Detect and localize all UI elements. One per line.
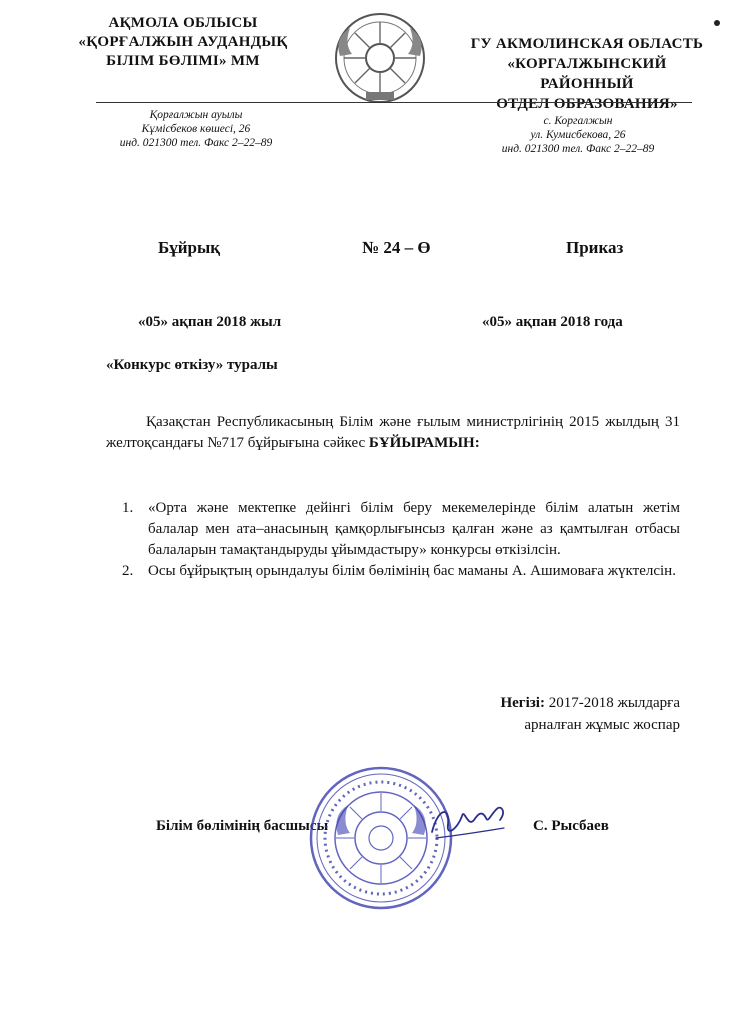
basis-line-2: арналған жұмыс жоспар [524, 717, 680, 733]
date-ru: «05» ақпан 2018 года [482, 314, 623, 330]
list-item-number: 1. [122, 500, 134, 516]
address-left-line: Қорғалжын ауылы [149, 109, 243, 121]
list-item [106, 498, 680, 561]
header-divider [96, 102, 692, 103]
basis-label: Негізі: [500, 695, 545, 711]
list-item-text: Осы бұйрықтың орындалуы білім бөлімінің бас маманы А. Ашимоваға жүктелсін. [148, 563, 676, 579]
handwritten-signature-icon [428, 798, 510, 844]
preamble-paragraph [106, 412, 680, 454]
header-left-line: БІЛІМ БӨЛІМІ» ММ [106, 53, 260, 69]
header-left-line: «ҚОРҒАЛЖЫН АУДАНДЫҚ [78, 34, 288, 50]
basis-line-1: 2017-2018 жылдарға [544, 695, 680, 711]
address-left-line: Кұмісбеков көшесі, 26 [141, 123, 251, 135]
doc-number: № 24 – Ө [362, 238, 431, 257]
basis-block [500, 692, 680, 736]
header-right-line: РАЙОННЫЙ [540, 76, 634, 92]
order-items [106, 498, 680, 582]
preamble-command: БҰЙЫРАМЫН: [368, 435, 480, 451]
date-kz: «05» ақпан 2018 жыл [138, 314, 282, 330]
address-left-line: инд. 021300 тел. Факс 2–22–89 [119, 137, 273, 149]
address-right-line: с. Коргалжын [543, 115, 613, 127]
header-left-org [58, 14, 308, 71]
address-right-line: инд. 021300 тел. Факс 2–22–89 [501, 143, 655, 155]
list-item-number: 2. [122, 563, 134, 579]
address-left [96, 108, 296, 150]
address-right [478, 114, 678, 156]
list-item-text: «Орта және мектепке дейінгі білім беру мекемелерінде білім алатын жетім балалар мен ата–анасының қамқорлығынсыз қалған және аз қамтылған отбасы балаларын тамақтандыруды ұйымдастыру» конкурсы өткізілсін. [148, 500, 680, 558]
signer-name: С. Рысбаев [533, 818, 609, 834]
header-left-line: АҚМОЛА ОБЛЫСЫ [108, 15, 258, 31]
signer-role: Білім бөлімінің басшысы [156, 818, 329, 834]
doc-type-kz: Бұйрық [158, 238, 221, 257]
header-right-line: «КОРГАЛЖЫНСКИЙ [507, 56, 667, 72]
corner-mark [714, 20, 720, 26]
order-subject: «Конкурс өткізу» туралы [106, 357, 278, 373]
kazakhstan-emblem-icon [330, 8, 430, 108]
doc-type-ru: Приказ [566, 238, 624, 257]
preamble-text: Қазақстан Республикасының Білім және ғылым министрлігінің 2015 жылдың 31 желтоқсандағы №717 бұйрығына сәйкес [106, 414, 680, 451]
list-item [106, 561, 680, 582]
header-right-line: ГУ АКМОЛИНСКАЯ ОБЛАСТЬ [470, 36, 704, 52]
header-right-line: ОТДЕЛ ОБРАЗОВАНИЯ» [496, 96, 678, 112]
address-right-line: ул. Кумисбекова, 26 [530, 129, 626, 141]
